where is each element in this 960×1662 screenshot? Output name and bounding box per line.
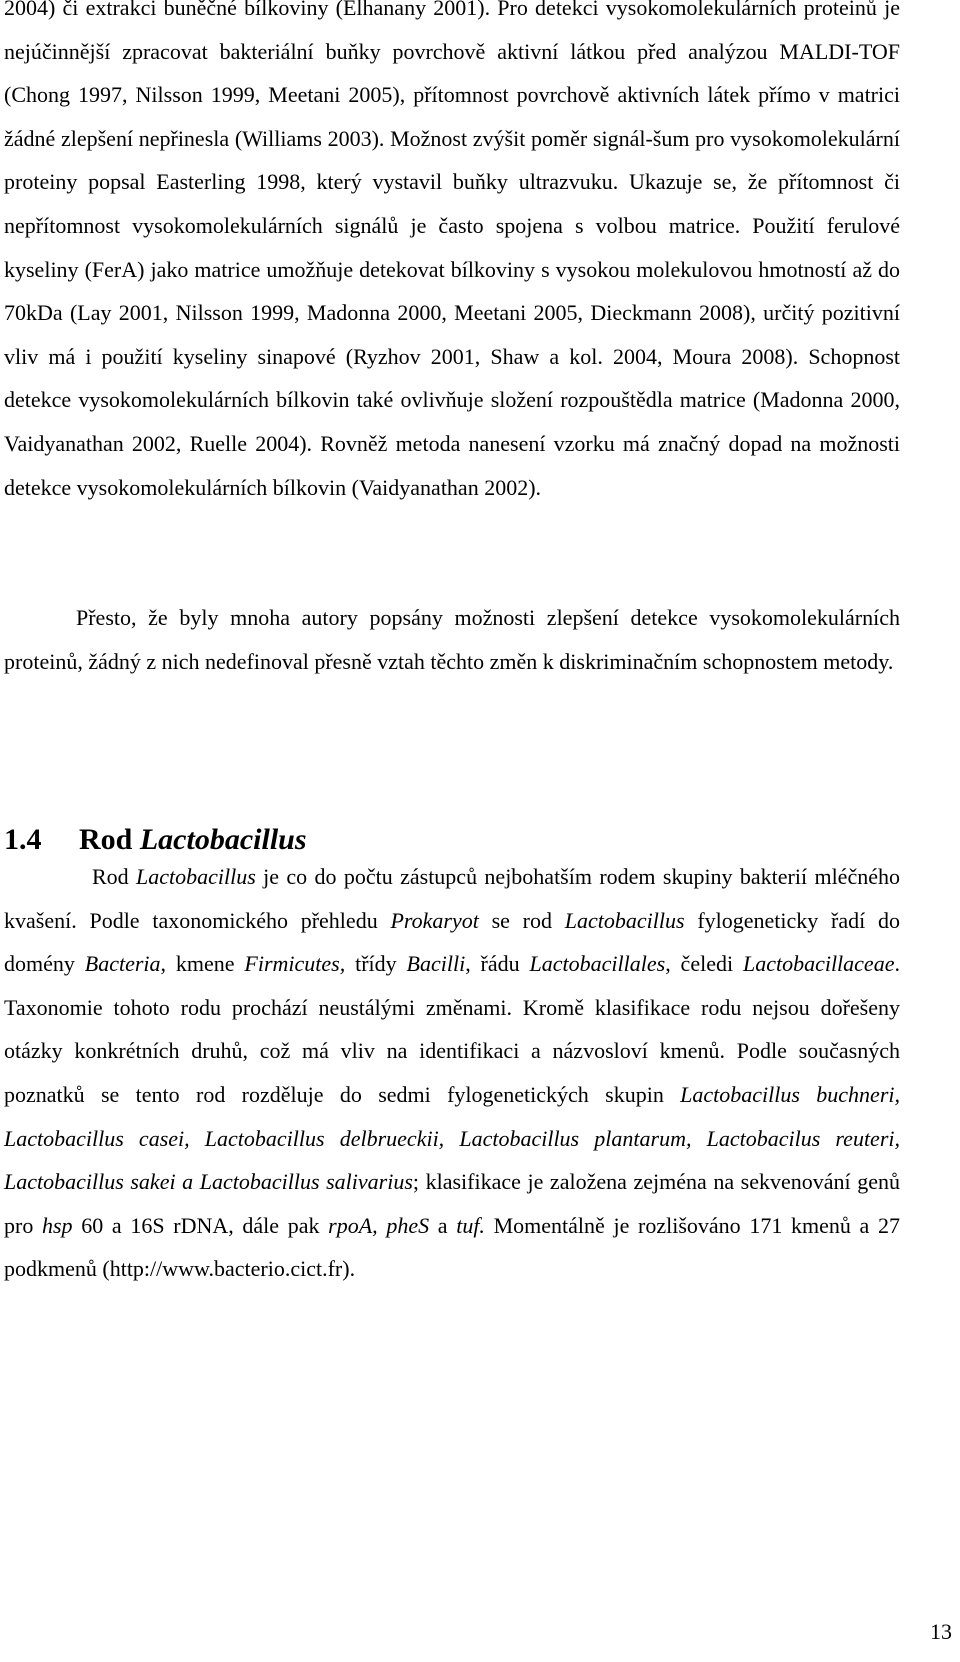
gene-name: hsp xyxy=(42,1212,73,1238)
section-heading xyxy=(4,820,307,860)
taxon-name: Lactobacillus xyxy=(564,907,685,933)
taxon-name: Lactobacillaceae xyxy=(742,951,895,977)
paragraph-text: a xyxy=(429,1212,457,1238)
taxon-name: Prokaryot xyxy=(390,907,479,933)
taxon-name: Lactobacillus xyxy=(136,864,256,889)
section-title-genus: Lactobacillus xyxy=(139,823,307,856)
paragraph-text: 2004) či extrakci buněčné bílkoviny (Elhanany 2001). Pro detekci vysokomolekulárních proteinů je nejúčinnější zpracovat bakteriální buňky povrchově aktivní látkou před analýzou MALDI-TOF (Chong 1997, Nilsson 1999, Meetani 2005), přítomnost povrchově aktivních látek přímo v matrici žádné zlepšení nepřinesla (Williams 2003). Možnost zvýšit poměr signál-šum pro vysokomolekulární proteiny popsal Easterling 1998, který vystavil buňky ultrazvuku. Ukazuje se, že přítomnost či nepřítomnost vysokomolekulárních signálů je často spojena s volbou matrice. Použití ferulové kyseliny (FerA) jako matrice umožňuje detekovat bílkoviny s vysokou molekulovou hmotností až do 70kDa (Lay 2001, Nilsson 1999, Madonna 2000, Meetani 2005, Dieckmann 2008), určitý pozitivní vliv má i použití kyseliny sinapové (Ryzhov 2001, Shaw a kol. 2004, Moura 2008). Schopnost detekce vysokomolekulárních bílkovin také ovlivňuje složení rozpouštědla matrice (Madonna 2000, Vaidyanathan 2002, Ruelle 2004). Rovněž metoda nanesení vzorku má značný dopad na možnosti detekce vysokomolekulárních bílkovin (Vaidyanathan 2002). xyxy=(4,0,900,500)
paragraph-text: , čeledi xyxy=(665,951,743,977)
page-number: 13 xyxy=(930,1619,952,1644)
paragraph-text: ; klasifikace je založena zejména na sekvenování genů pro xyxy=(4,1169,900,1238)
taxon-name: Bacteria xyxy=(84,951,161,977)
body-paragraph xyxy=(4,855,900,1291)
paragraph-text: se rod xyxy=(478,907,565,933)
paragraph-text: , kmene xyxy=(160,951,245,977)
body-paragraph xyxy=(4,0,900,509)
taxon-name: Bacilli xyxy=(406,951,466,977)
paragraph-text: Momentálně je rozlišováno 171 kmenů a 27 podkmenů (http://www.bacterio.cict.fr). xyxy=(4,1212,900,1282)
paragraph-text: Přesto, že byly mnoha autory popsány možnosti zlepšení detekce vysokomolekulárních proteinů, žádný z nich nedefinoval přesně vztah těchto změn k diskriminačním schopnostem metody. xyxy=(4,605,900,674)
section-number: 1.4 xyxy=(4,823,42,856)
paragraph-text: je co do počtu zástupců nejbohatším rodem skupiny bakterií mléčného kvašení. Podle taxonomického přehledu xyxy=(4,864,900,933)
paragraph-text: , řádu xyxy=(465,951,530,977)
paragraph-text: Rod xyxy=(92,864,137,889)
section-title-word: Rod xyxy=(79,823,133,856)
taxon-name: Lactobacillales xyxy=(529,951,666,977)
gene-name: rpoA, pheS xyxy=(328,1212,430,1238)
taxon-name: Firmicutes, xyxy=(244,951,346,977)
paragraph-text: . Taxonomie tohoto rodu prochází neustálými změnami. Kromě klasifikace rodu nejsou dořešeny otázky konkrétních druhů, což má vliv na identifikaci a názvosloví kmenů. Podle současných poznatků se tento rod rozděluje do sedmi fylogenetických skupin xyxy=(4,951,900,1107)
body-paragraph xyxy=(4,596,900,683)
paragraph-text: fylogeneticky řadí do domény xyxy=(4,907,900,977)
taxon-name: Lactobacillus buchneri, Lactobacillus casei, Lactobacillus delbrueckii, Lactobacillus plantarum, Lactobacilus reuteri, Lactobacillus sakei a Lactobacillus salivarius xyxy=(4,1081,900,1195)
paragraph-text: 60 a 16S rDNA, dále pak xyxy=(72,1212,329,1238)
gene-name: tuf. xyxy=(456,1212,485,1238)
paragraph-text: třídy xyxy=(345,951,407,977)
